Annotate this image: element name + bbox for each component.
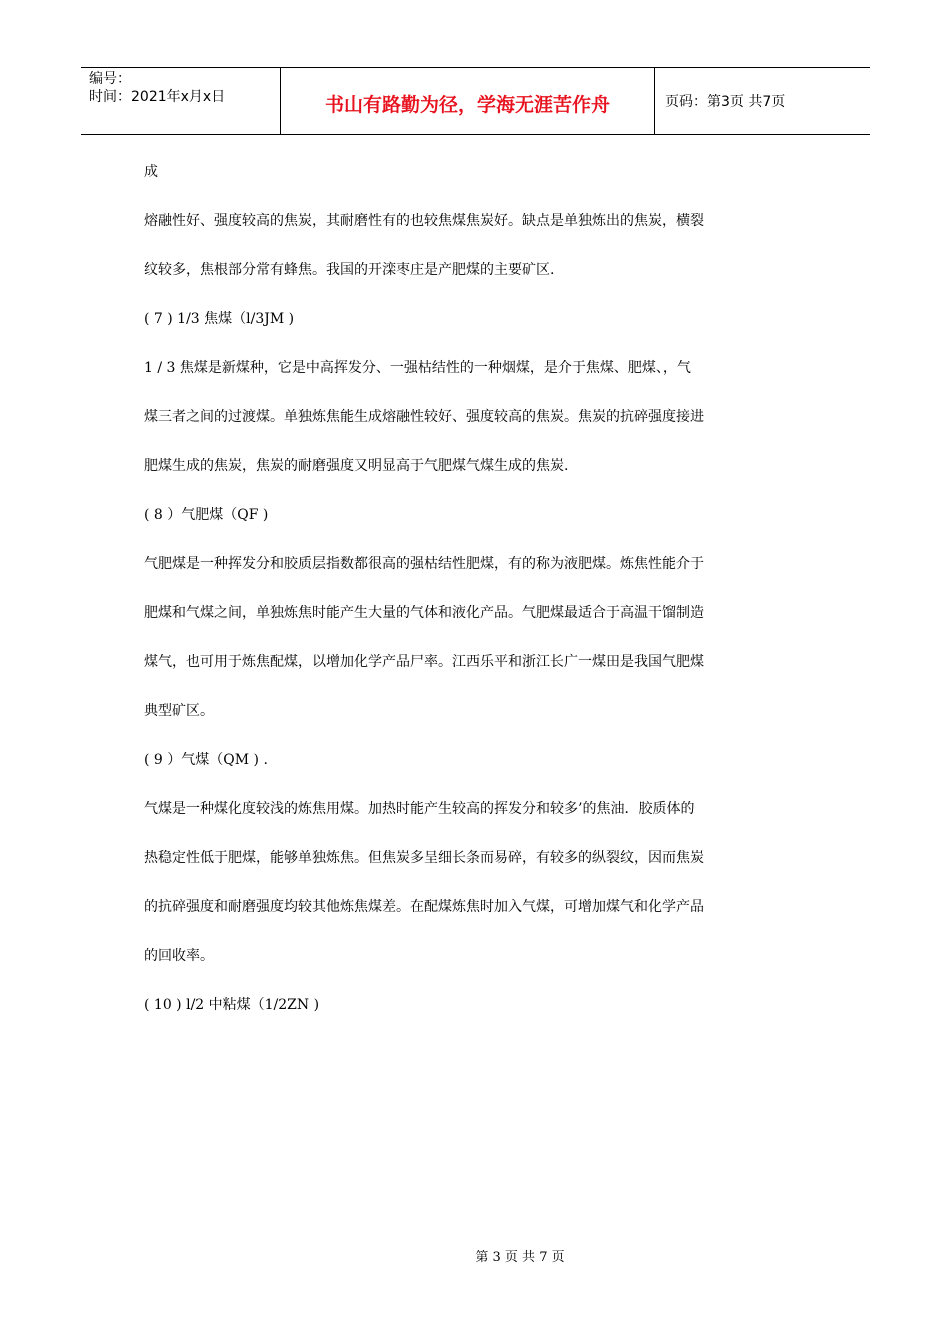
paragraph: 肥煤和气煤之间，单独炼焦时能产生大量的气体和液化产品。气肥煤最适合于高温干馏制造: [144, 605, 704, 621]
time-label: 时间：2021年x月x日: [89, 89, 226, 105]
page-info: 页码：第3页 共7页: [665, 94, 786, 110]
motto: 书山有路勤为径，学海无涯苦作舟: [281, 68, 655, 134]
paragraph: 成: [144, 164, 158, 180]
section-heading: ( 8 ）气肥煤（QF ): [144, 507, 269, 523]
paragraph: 的回收率。: [144, 948, 214, 964]
paragraph: 熔融性好、强度较高的焦炭，其耐磨性有的也较焦煤焦炭好。缺点是单独炼出的焦炭，横裂: [144, 213, 704, 229]
paragraph: 1 / 3 焦煤是新煤种，它是中高挥发分、一强枯结性的一种烟煤，是介于焦煤、肥煤、，气: [144, 360, 691, 376]
header-table: [81, 67, 870, 135]
paragraph: 煤气，也可用于炼焦配煤，以增加化学产品尸率。江西乐平和浙江长广一煤田是我国气肥煤: [144, 654, 704, 670]
section-heading: ( 10 ) l/2 中粘煤（1/2ZN ): [144, 997, 320, 1013]
document-body: [144, 160, 814, 1042]
paragraph: 肥煤生成的焦炭，焦炭的耐磨强度又明显高于气肥煤气煤生成的焦炭.: [144, 458, 569, 474]
paragraph: 典型矿区。: [144, 703, 214, 719]
paragraph: 纹较多，焦根部分常有蜂焦。我国的开滦枣庄是产肥煤的主要矿区.: [144, 262, 555, 278]
paragraph: 煤三者之间的过渡煤。单独炼焦能生成熔融性较好、强度较高的焦炭。焦炭的抗碎强度接进: [144, 409, 704, 425]
paragraph: 气煤是一种煤化度较浅的炼焦用煤。加热时能产生较高的挥发分和较多’的焦油．胶质体的: [144, 801, 695, 817]
number-label: 编号：: [89, 71, 131, 87]
page-footer: 第 3 页 共 7 页: [475, 1250, 565, 1265]
paragraph: 的抗碎强度和耐磨强度均较其他炼焦煤差。在配煤炼焦时加入气煤，可增加煤气和化学产品: [144, 899, 704, 915]
paragraph: 气肥煤是一种挥发分和胶质层指数都很高的强枯结性肥煤，有的称为液肥煤。炼焦性能介于: [144, 556, 704, 572]
header-meta: [81, 68, 281, 134]
paragraph: 热稳定性低于肥煤，能够单独炼焦。但焦炭多呈细长条而易碎，有较多的纵裂纹，因而焦炭: [144, 850, 704, 866]
section-heading: ( 7 ) 1/3 焦煤（l/3JM ): [144, 311, 295, 327]
section-heading: ( 9 ）气煤（QM ) .: [144, 752, 268, 768]
